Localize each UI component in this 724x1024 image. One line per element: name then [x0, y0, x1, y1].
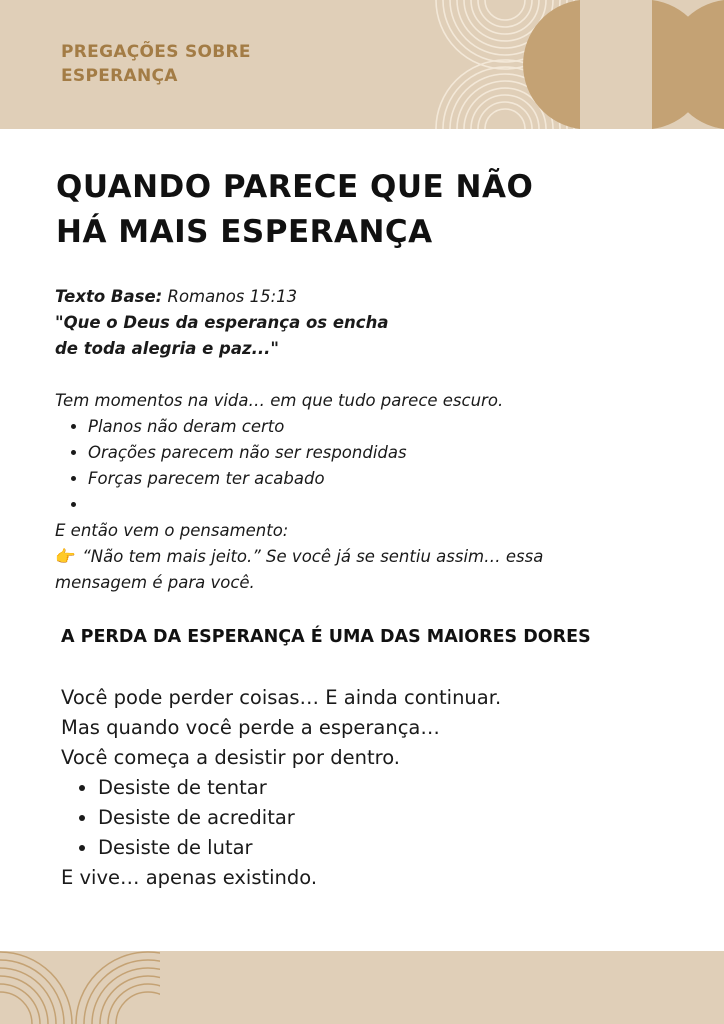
closing-text: “Não tem mais jeito.” Se você já se sentiu assim… essa [77, 547, 544, 566]
list-item: • Forças parecem ter acabado [88, 466, 675, 492]
list-item-empty [88, 492, 675, 518]
page-title-line-1: QUANDO PARECE QUE NÃO [56, 169, 534, 205]
page-title [56, 165, 676, 255]
final-line: E vive… apenas existindo. [61, 866, 318, 889]
list-item: • Desiste de lutar [98, 833, 681, 863]
gold-half-circle-left [523, 0, 580, 129]
page-title-line-2: HÁ MAIS ESPERANÇA [56, 214, 433, 250]
footer-arcs-left [0, 952, 72, 1024]
series-title-line-2: ESPERANÇA [61, 66, 178, 86]
scripture-quote-line-2: de toda alegria e paz..." [55, 339, 280, 358]
footer-arcs-right [76, 952, 160, 1024]
moments-text: Tem momentos na vida… em que tudo parece escuro. [55, 391, 504, 410]
intro-block [55, 284, 675, 596]
header-band [0, 0, 724, 129]
footer-decoration [0, 951, 160, 1024]
series-title [61, 40, 361, 88]
base-text-label: Texto Base: [55, 287, 163, 306]
list-item: • Planos não deram certo [88, 414, 675, 440]
section-body [61, 683, 681, 893]
list-item: • Desiste de tentar [98, 773, 681, 803]
giving-up-list [61, 773, 681, 863]
body-line-2: Mas quando você perde a esperança… [61, 716, 440, 739]
list-item: • Orações parecem não ser respondidas [88, 440, 675, 466]
spacer [55, 362, 675, 388]
header-decoration [434, 0, 724, 129]
footer-band [0, 951, 724, 1024]
closing-line-2: mensagem é para você. [55, 573, 255, 592]
section-heading: A PERDA DA ESPERANÇA É UMA DAS MAIORES DORES [61, 627, 591, 647]
scripture-quote-line-1: "Que o Deus da esperança os encha [55, 313, 389, 332]
struggles-list [55, 414, 675, 518]
thought-line: E então vem o pensamento: [55, 521, 289, 540]
base-text-reference: Romanos 15:13 [162, 287, 298, 306]
series-title-line-1: PREGAÇÕES SOBRE [61, 42, 251, 62]
base-text-line [55, 284, 675, 310]
backhand-index-pointing-right-icon: 👉 [55, 547, 76, 566]
list-item: • Desiste de acreditar [98, 803, 681, 833]
body-line-3: Você começa a desistir por dentro. [61, 746, 401, 769]
body-line-1: Você pode perder coisas… E ainda continuar. [61, 686, 502, 709]
closing-line-1 [55, 544, 675, 570]
